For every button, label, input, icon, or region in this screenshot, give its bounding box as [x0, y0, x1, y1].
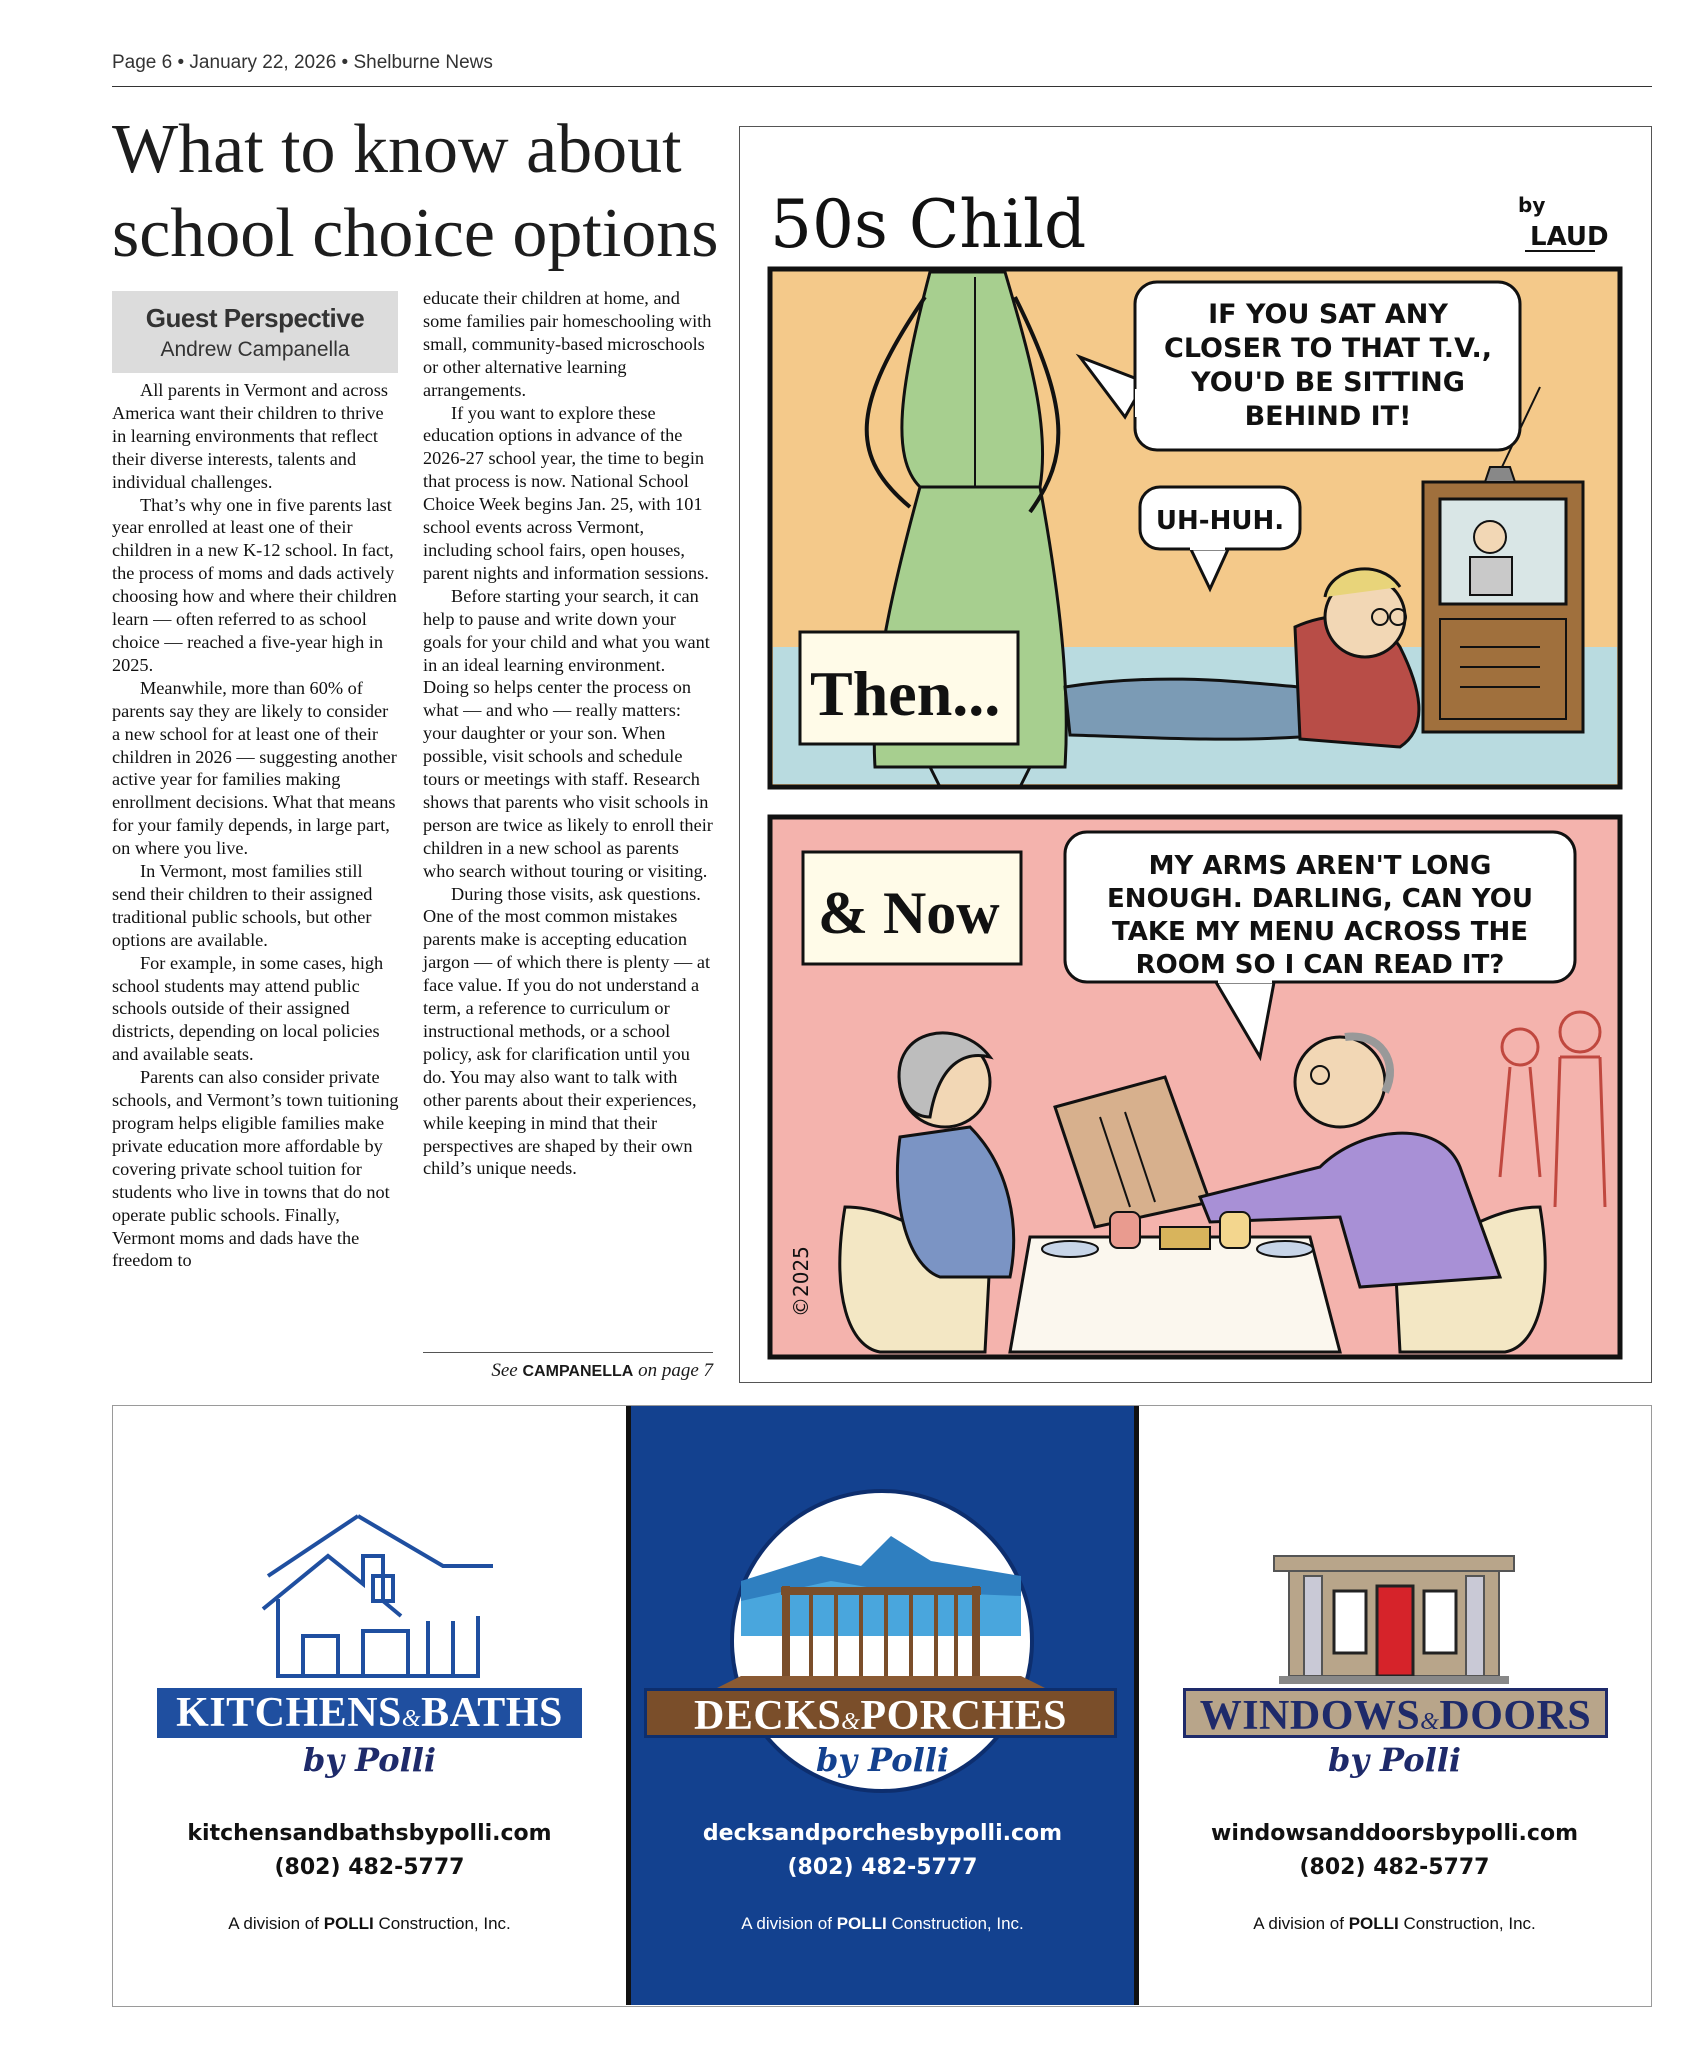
ad-3-banner	[1183, 1688, 1608, 1738]
ad-3-amp: &	[1420, 1709, 1440, 1735]
ad-kitchens-baths[interactable]	[113, 1406, 626, 2005]
byline-author: Andrew Campanella	[160, 338, 350, 361]
jump-line	[423, 1360, 713, 1382]
page-folio: Page 6 • January 22, 2026 • Shelburne News	[112, 52, 493, 73]
headline-line-2: school choice options	[112, 195, 719, 272]
jump-name: CAMPANELLA	[522, 1363, 634, 1380]
panel-2-label: & Now	[818, 880, 1000, 946]
ad-2-banner	[644, 1688, 1117, 1738]
bubble-3-line-4: ROOM SO I CAN READ IT?	[1135, 950, 1505, 980]
bubble-1-line-1: IF YOU SAT ANY	[1208, 299, 1448, 330]
bubble-1-line-2: CLOSER TO THAT T.V.,	[1164, 333, 1492, 364]
ad-1-banner	[157, 1688, 582, 1738]
ad-decks-porches[interactable]	[626, 1406, 1139, 2005]
headline-line-1: What to know about	[112, 111, 682, 188]
paragraph: Before starting your search, it can help to pause and write down your goals for your child and what you want in an ideal learning environment. Doing so helps center the process on what — and who — really matters: your daughter or your son. When possible, visit schools and schedule tours or meetings with staff. Research shows that parents who visit schools in person are twice as likely to enroll their children in a new school as parents who search without touring or visiting.	[423, 585, 713, 881]
ad-1-phone[interactable]: (802) 482-5777	[274, 1855, 465, 1880]
bubble-3-line-1: MY ARMS AREN'T LONG	[1148, 851, 1492, 881]
ad-3-division-brand: POLLI	[1348, 1914, 1399, 1933]
speech-bubble-1	[1080, 282, 1520, 450]
ad-1-amp: &	[401, 1706, 422, 1732]
article-column-1	[112, 379, 400, 1272]
paragraph: During those visits, ask questions. One of the most common mistakes parents make is accepting education jargon — of which there is plenty — at face value. If you do not understand a term, a reference to curriculum or instructional methods, or a school policy, ask for clarification until you do. You may also want to talk with other parents about their experiences, while keeping in mind that their perspectives are shaped by their own child’s unique needs.	[423, 883, 711, 1179]
jump-see: See	[491, 1360, 523, 1381]
bubble-3-line-3: TAKE MY MENU ACROSS THE	[1111, 917, 1529, 947]
comic-artist: LAUD	[1530, 222, 1609, 252]
comic-copyright: ©2025	[789, 1246, 813, 1317]
jump-rule	[423, 1352, 713, 1353]
paragraph: If you want to explore these education options in advance of the 2026-27 school year, the time to begin that process is now. National School Choice Week begins Jan. 25, with 101 school events across Vermont, including school fairs, open houses, parent nights and information sessions.	[423, 402, 709, 583]
ad-1-byline: by Polli	[302, 1741, 437, 1779]
paragraph: That’s why one in five parents last year enrolled at least one of their children in a new K-12 school. In fact, the process of moms and dads actively choosing how and where their children learn — often referred to as school choice — reached a five-year high in 2025.	[112, 494, 397, 675]
ad-1-name-1: KITCHENS	[176, 1690, 402, 1736]
ad-2-phone[interactable]: (802) 482-5777	[787, 1855, 978, 1880]
house-logo	[113, 1406, 626, 1696]
article-headline	[112, 108, 722, 276]
ad-2-name-2: PORCHES	[860, 1693, 1067, 1738]
ad-1-division	[113, 1914, 626, 1934]
ad-windows-doors[interactable]	[1139, 1406, 1650, 2005]
ad-2-url[interactable]: decksandporchesbypolli.com	[702, 1821, 1063, 1846]
bubble-1-line-3: YOU'D BE SITTING	[1191, 367, 1465, 398]
ad-1-name-2: BATHS	[421, 1690, 563, 1736]
ad-3-name-2: DOORS	[1439, 1693, 1592, 1738]
ad-3-name-1: WINDOWS	[1199, 1693, 1421, 1738]
comic-art	[740, 127, 1650, 1381]
facade-logo	[1139, 1406, 1650, 1696]
ad-3-byline: by Polli	[1327, 1741, 1462, 1779]
paragraph-continued: educate their children at home, and some families pair homeschooling with small, community-based microschools or other alternative learning arrangements.	[423, 288, 712, 400]
ad-3-division-post: Construction, Inc.	[1398, 1914, 1536, 1933]
ad-3-division-pre: A division of	[1253, 1914, 1349, 1933]
comic-panel-2	[770, 817, 1620, 1357]
ad-3-url[interactable]: windowsanddoorsbypolli.com	[1211, 1821, 1578, 1846]
ad-1-division-brand: POLLI	[323, 1914, 374, 1933]
ad-2-amp: &	[841, 1709, 861, 1735]
ad-1-division-pre: A division of	[228, 1914, 324, 1933]
comic-panel-1	[770, 269, 1620, 787]
paragraph: In Vermont, most families still send their children to their assigned traditional public schools, but other options are available.	[112, 861, 373, 950]
panel-1-label: Then...	[810, 658, 1001, 729]
byline-box	[112, 291, 398, 373]
jump-page: on page 7	[633, 1360, 713, 1381]
ad-2-division-pre: A division of	[741, 1914, 837, 1933]
ad-2-division-brand: POLLI	[836, 1914, 887, 1933]
article-column-2	[423, 287, 713, 1180]
folio-rule	[112, 86, 1652, 87]
paragraph: Meanwhile, more than 60% of parents say they are likely to consider a new school for at least one of their children in 2026 — suggesting another active year for families making enrollment decisions. What that means for your family depends, in large part, on where you live.	[112, 677, 397, 859]
ad-1-url[interactable]: kitchensandbathsbypolli.com	[187, 1821, 552, 1846]
ad-strip	[112, 1405, 1652, 2007]
ad-2-division-post: Construction, Inc.	[886, 1914, 1024, 1933]
comic-strip	[739, 126, 1652, 1383]
byline-label: Guest Perspective	[145, 303, 365, 333]
comic-by: by	[1518, 193, 1546, 217]
bubble-2-text: UH-HUH.	[1155, 506, 1285, 536]
comic-title: 50s Child	[770, 186, 1087, 263]
bubble-1-line-4: BEHIND IT!	[1244, 401, 1412, 432]
ad-2-byline: by Polli	[815, 1741, 950, 1779]
ad-3-phone[interactable]: (802) 482-5777	[1299, 1855, 1490, 1880]
ad-1-division-post: Construction, Inc.	[373, 1914, 511, 1933]
paragraph: Parents can also consider private schools, and Vermont’s town tuitioning program helps eligible families make private education more affordable by covering private school tuition for students who live in towns that do not operate public schools. Finally, Vermont moms and dads have the freedom to	[112, 1067, 399, 1271]
ad-3-division	[1139, 1914, 1650, 1934]
paragraph: For example, in some cases, high school students may attend public schools outside of their assigned districts, depending on local policies and available seats.	[112, 952, 384, 1065]
ad-2-division	[631, 1914, 1134, 1934]
bubble-3-line-2: ENOUGH. DARLING, CAN YOU	[1107, 884, 1533, 914]
ad-2-name-1: DECKS	[694, 1693, 842, 1738]
paragraph: All parents in Vermont and across America want their children to thrive in learning environments that reflect their diverse interests, talents and individual challenges.	[112, 380, 388, 492]
